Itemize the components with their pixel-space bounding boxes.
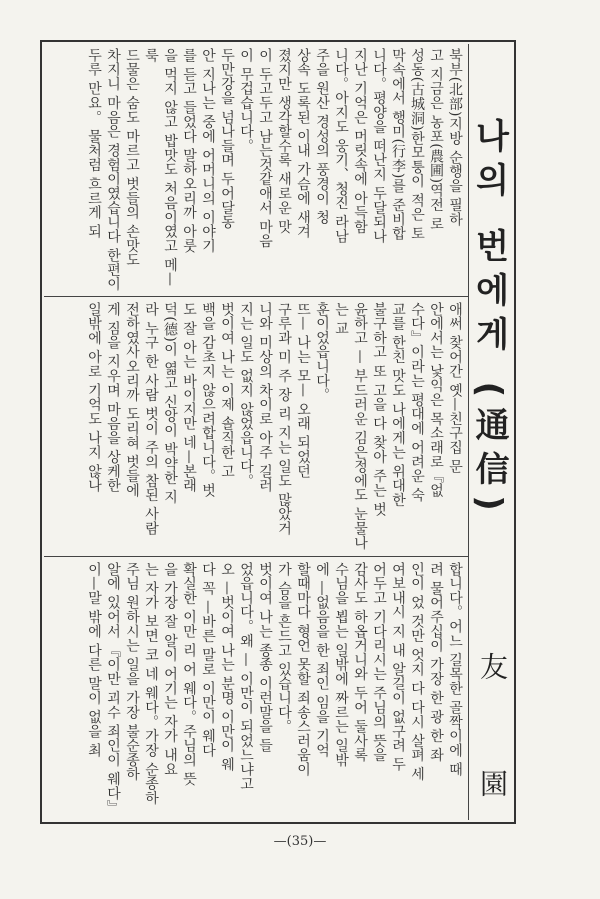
text-column: 할때마다 형언 못할 죄송스러움이	[295, 562, 311, 777]
text-column: 전하였사오리까 도리혀 벗들에	[124, 302, 140, 498]
text-column: 여보내시 지 내 알길이 없구려 두	[390, 562, 406, 772]
text-column: 를 듣고 들었다 말하오리까 아룻	[181, 48, 197, 253]
text-column: 었읍니다。왜 — 이만이 되었느냐고	[238, 562, 254, 791]
text-column: 합니다。어느 길목한 골짝이에 때	[447, 562, 463, 777]
text-column: 졌지만 생각할수록 새로운 맛	[276, 48, 292, 234]
text-column: 성동(古城洞)한모퉁이 적은 토	[409, 48, 425, 241]
text-column: 라 누구 한 사람 벗이 주의 참된 사람	[143, 302, 159, 536]
tier-divider-2	[44, 556, 468, 557]
text-column: 이 무겁습니다。	[238, 48, 254, 153]
text-column: 백을 감초지 않으려합니다。벗	[200, 302, 216, 498]
text-column: 가 슴을 흔드고 있습니다。	[276, 562, 292, 734]
text-column: 을 먹지 않고 밥맛도 처음이였고 메—룩	[143, 48, 178, 287]
text-column: 구루과 미 주 장 리 지는 일도 많았거	[276, 302, 292, 536]
page-number: —(35)—	[273, 834, 327, 849]
author-name: 友 園	[476, 652, 509, 837]
text-column: 도 잘 아는 바이지만 네—본래	[181, 302, 197, 493]
text-column: 두루 만요。 물처럼 흐르게 되	[86, 48, 102, 239]
text-column: 일밖에 아로 기억도 나지 않나	[86, 302, 102, 493]
text-column: 니와 미상의 차이로 아주 길러	[257, 302, 273, 493]
text-tier-bottom	[46, 562, 464, 818]
text-column: 주님 원하시는 일을 가장 불순종하	[124, 562, 140, 782]
text-column: 니다。아지도 웅기、청진 라남	[333, 48, 349, 244]
text-column: 덕(德)이 엷고 신앙이 박약한 지	[162, 302, 178, 505]
article-title: 나의 번에게 (通信)	[469, 118, 509, 521]
text-column: 불구하고 또 고을 다 찾아 주는 벗	[371, 302, 387, 517]
text-column: 게 짐을 지우며 마음을 상케한	[105, 302, 121, 493]
text-column: 알에 있어서 『이만 괴수 죄인이 웨다』	[105, 562, 121, 815]
text-column: 수다』이라는 평대에 어려운 숙	[409, 302, 425, 503]
text-column: 어두고 기다리시는 주님의 뜻을	[371, 562, 387, 763]
text-column: 북부(北部)지방 순행을 필하	[447, 48, 463, 227]
text-column: 안에서는 낯익은 목소래로『없	[428, 302, 444, 498]
text-column: 니다。평양을 떠난지 두달되나	[371, 48, 387, 244]
text-column: 인이 었 것만 엇지 다 다시 살펴 세	[409, 562, 425, 782]
text-column: 벗이여 나는 이제 솔직한 고	[219, 302, 235, 479]
text-column: 벗이여 나는 종종 이런말을 들	[257, 562, 273, 753]
text-column: 려 물어주십이 가장 한 광 한 좌	[428, 562, 444, 763]
text-column: 이—말 밖에 다른 말이 없을 최	[86, 562, 102, 758]
text-column: 주을 원산 경성의 풍경이 청	[314, 48, 330, 225]
text-column: 막속에서 행미(行李)를 준비합	[390, 48, 406, 241]
text-column: 지난 기억은 머릿속에 아득함	[352, 48, 368, 234]
text-column: 두만강을 넘나들며 두어달동	[219, 48, 235, 230]
text-column: 수님을 뵙는 일밖에 짜르는 일밖	[333, 562, 349, 767]
text-column: 다 꼭 —바른 말로 이만이 웨다	[200, 562, 216, 758]
text-column: 교를 한친 맛도 나에게는 위대한	[390, 302, 406, 507]
text-column: 지는 일도 없지 않었읍니다。	[238, 302, 254, 488]
text-column: 안 지나는 중에 어머니의 이야기	[200, 48, 216, 253]
text-tier-top	[46, 48, 464, 292]
text-column: 윤하고 — 부드러운 김은정에도 눈물나는 교	[333, 302, 368, 550]
text-column: 고 지금은 농포(農圃)역전 로	[428, 48, 444, 232]
text-column: 드물은 숨도 마르고 벗들의 손맛도	[124, 48, 140, 268]
text-column: 오 —벗이여 나는 분명 이만이 웨	[219, 562, 235, 772]
text-column: 상속 도록된 이내 가슴에 새겨	[295, 48, 311, 239]
text-column: 에 ―없음을 한 죄인 임을 기억	[314, 562, 330, 758]
text-column: 애써 찾어간 옛—친구집 문	[447, 302, 463, 474]
tier-divider-1	[44, 296, 468, 297]
text-column: 뜨— 나는 모— 오래 되었던	[295, 302, 311, 479]
text-column: 감사도 하옵거니와 두어 둘사록	[352, 562, 368, 763]
text-column: 확실한 이만 리 어 웨다。주님의 뜻	[181, 562, 197, 786]
text-column: 훈이었읍니다。	[314, 302, 330, 403]
text-column: 차지니 마음은 경험이였습니다 한편이	[105, 48, 121, 292]
text-column: 이 두고두고 남는것같애서 마음	[257, 48, 273, 249]
text-column: 는 자가 보면 코 네 웨다。가장 순종하	[143, 562, 159, 806]
text-column: 을 가장 잘 알이 어기는 자가 내요	[162, 562, 178, 777]
text-tier-middle	[46, 302, 464, 552]
